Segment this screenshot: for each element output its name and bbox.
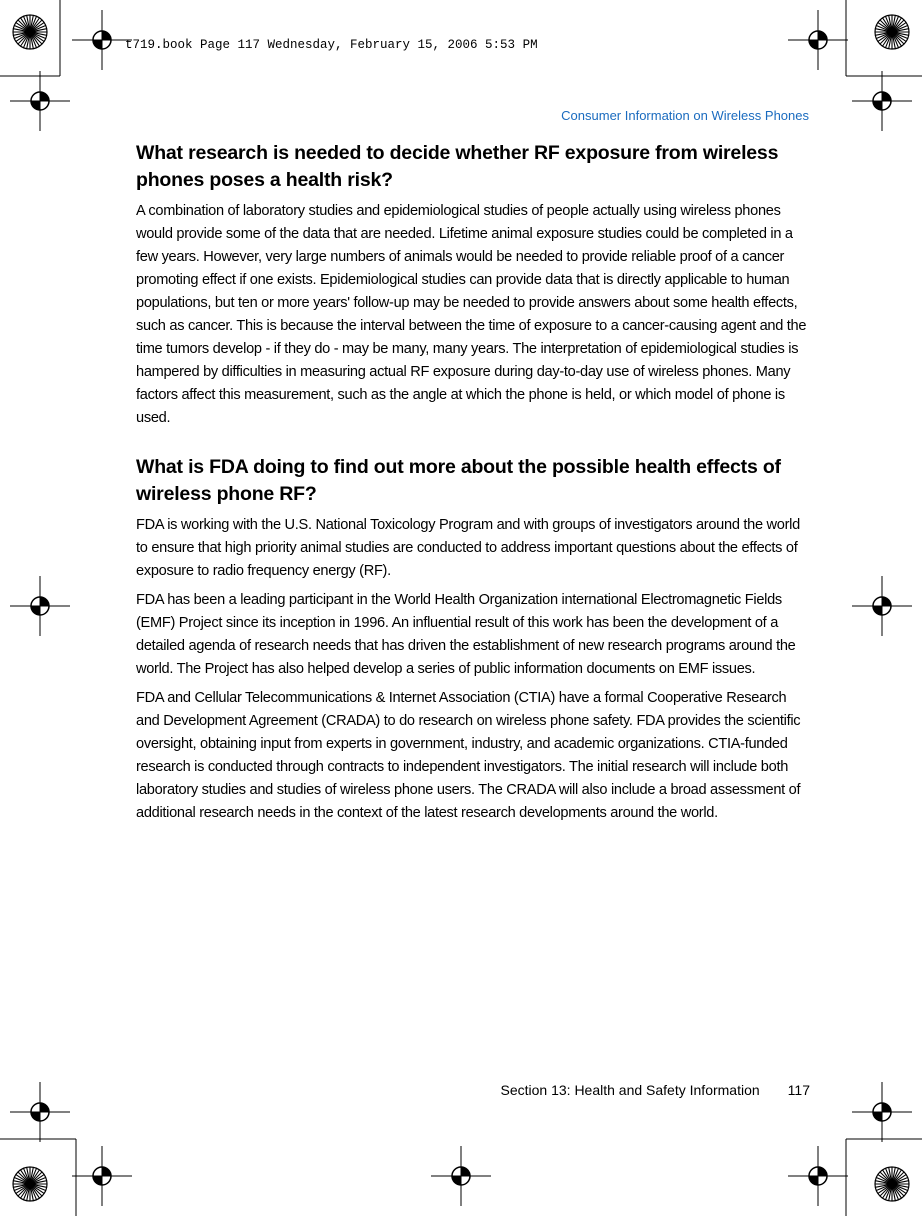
page-footer	[501, 1082, 811, 1098]
body-paragraph: A combination of laboratory studies and epidemiological studies of people actually using wireless phones would provide some of the data that are needed. Lifetime animal exposure studies could be completed in a few years. However, very large numbers of animals would be needed to provide reliable proof of a cancer promoting effect if one exists. Epidemiological studies can provide data that is directly applicable to human populations, but ten or more years' follow-up may be needed to provide answers about some health effects, such as cancer. This is because the interval between the time of exposure to a cancer-causing agent and the time tumors develop - if they do - may be many, many years. The interpretation of epidemiological studies is hampered by difficulties in measuring actual RF exposure during day-to-day use of wireless phones. Many factors affect this measurement, such as the angle at which the phone is held, or which model of phone is used.	[136, 203, 807, 426]
body-paragraph: FDA is working with the U.S. National Toxicology Program and with groups of investigators around the world to ensure that high priority animal studies are conducted to address important questions about the effects of exposure to radio frequency energy (RF).	[136, 517, 800, 579]
section-heading: What is FDA doing to find out more about the possible health effects of wireless phone RF?	[136, 456, 781, 505]
print-slug: t719.book Page 117 Wednesday, February 15, 2006 5:53 PM	[125, 38, 538, 52]
page-number: 117	[787, 1082, 810, 1098]
running-header: Consumer Information on Wireless Phones	[561, 108, 809, 123]
body-paragraph: FDA and Cellular Telecommunications & Internet Association (CTIA) have a formal Cooperative Research and Development Agreement (CRADA) to do research on wireless phone safety. FDA provides the scientific oversight, obtaining input from experts in government, industry, and academic organizations. CTIA-funded research is conducted through contracts to independent investigators. The initial research will include both laboratory studies and studies of wireless phone users. The CRADA will also include a broad assessment of additional research needs in the context of the latest research developments around the world.	[136, 690, 801, 821]
body-paragraph: FDA has been a leading participant in the World Health Organization international Electromagnetic Fields (EMF) Project since its inception in 1996. An influential result of this work has been the development of a detailed agenda of research needs that has driven the establishment of new research programs around the world. The Project has also helped develop a series of public information documents on EMF issues.	[136, 592, 796, 677]
footer-section-label: Section 13: Health and Safety Information	[500, 1082, 760, 1098]
page-body	[136, 140, 810, 831]
section-heading: What research is needed to decide whether RF exposure from wireless phones poses a health risk?	[136, 142, 779, 191]
